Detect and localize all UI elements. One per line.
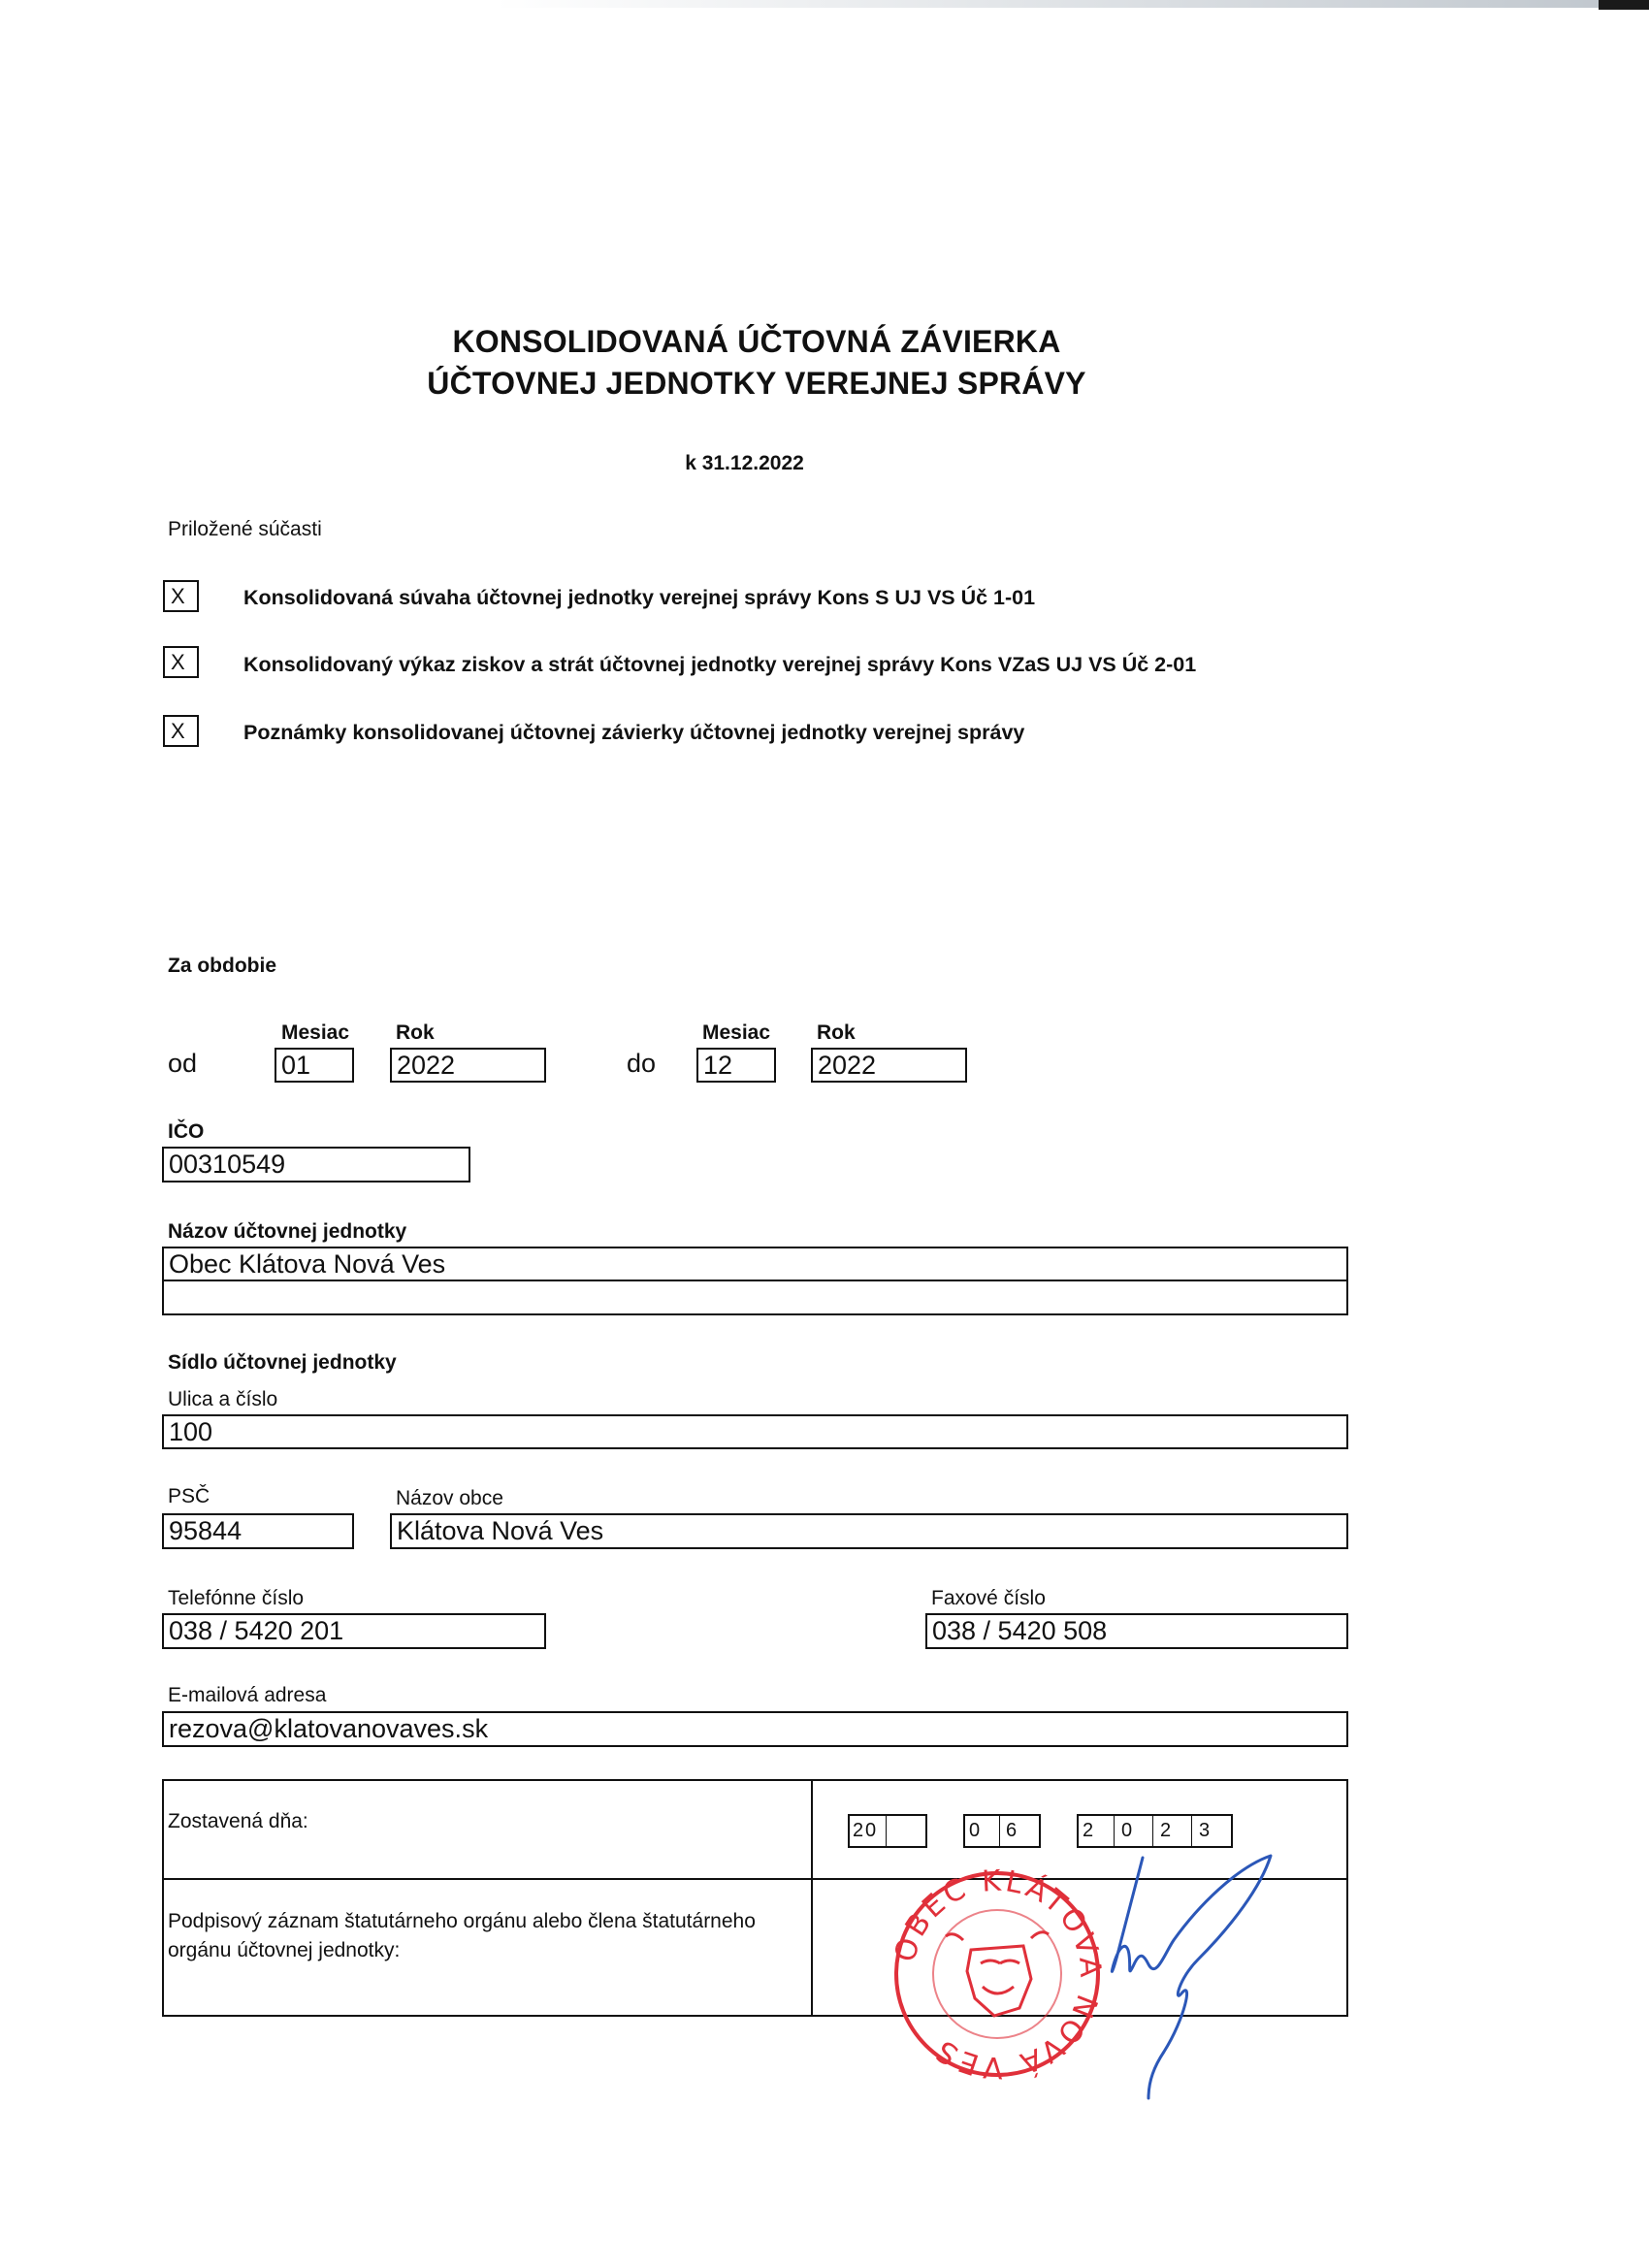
stamp-emblem-icon (946, 1932, 1049, 2016)
phone-field[interactable]: 038 / 5420 201 (162, 1613, 546, 1649)
compiled-day-digit-2: 0 (865, 1820, 877, 1841)
from-year-label: Rok (396, 1021, 435, 1044)
cell-separator (999, 1816, 1000, 1846)
scan-edge-top (0, 0, 1649, 8)
attachment-label-1: Konsolidovaná súvaha účtovnej jednotky verejnej správy Kons S UJ VS Úč 1-01 (243, 586, 1036, 609)
to-month-field[interactable]: 12 (696, 1048, 776, 1083)
compiled-year-digit-1: 2 (1083, 1820, 1094, 1841)
from-label: od (168, 1049, 198, 1078)
to-month-label: Mesiac (702, 1021, 771, 1044)
street-label: Ulica a číslo (168, 1388, 278, 1410)
period-heading: Za obdobie (168, 955, 276, 977)
municipal-stamp (886, 1863, 1109, 2086)
compiled-month-digit-1: 0 (969, 1820, 981, 1841)
fax-label: Faxové číslo (931, 1587, 1046, 1609)
compiled-date-label: Zostavená dňa: (168, 1810, 308, 1832)
from-month-label: Mesiac (281, 1021, 350, 1044)
compiled-day-digit-1: 2 (853, 1820, 864, 1841)
document-date: k 31.12.2022 (685, 452, 804, 474)
cell-separator (1191, 1816, 1192, 1846)
stamp-text: OBEC KLÁTOVA NOVÁ VES (888, 1863, 1108, 2085)
city-field[interactable]: Klátova Nová Ves (390, 1513, 1348, 1549)
street-field[interactable]: 100 (162, 1414, 1348, 1449)
psc-field[interactable]: 95844 (162, 1513, 354, 1549)
seat-heading: Sídlo účtovnej jednotky (168, 1351, 397, 1374)
ico-field[interactable]: 00310549 (162, 1147, 470, 1183)
cell-separator (1114, 1816, 1115, 1846)
compiled-month-digit-2: 6 (1006, 1820, 1018, 1841)
attachment-checkbox-3[interactable]: X (163, 715, 199, 747)
compiled-year-digit-2: 0 (1121, 1820, 1133, 1841)
to-year-field[interactable]: 2022 (811, 1048, 967, 1083)
email-label: E-mailová adresa (168, 1684, 327, 1706)
signature-table-divider-vertical (811, 1779, 813, 2017)
stamp-inner-ring (933, 1910, 1061, 2038)
attachment-checkbox-1[interactable]: X (163, 580, 199, 612)
from-month-field[interactable]: 01 (275, 1048, 354, 1083)
document-title-line-2: ÚČTOVNEJ JEDNOTKY VEREJNEJ SPRÁVY (427, 366, 1086, 401)
handwritten-signature (1106, 1848, 1300, 2105)
entity-name-label: Názov účtovnej jednotky (168, 1220, 407, 1243)
email-field[interactable]: rezova@klatovanovaves.sk (162, 1711, 1348, 1747)
attachment-label-3: Poznámky konsolidovanej účtovnej závierky účtovnej jednotky verejnej správy (243, 721, 1025, 744)
entity-name-field-line-1[interactable]: Obec Klátova Nová Ves (162, 1247, 1348, 1281)
to-year-label: Rok (817, 1021, 856, 1044)
to-label: do (627, 1049, 657, 1078)
compiled-day-field[interactable] (848, 1814, 927, 1848)
fax-field[interactable]: 038 / 5420 508 (925, 1613, 1348, 1649)
entity-name-field-line-2[interactable] (162, 1280, 1348, 1315)
compiled-year-digit-3: 2 (1160, 1820, 1172, 1841)
ico-label: IČO (168, 1120, 205, 1143)
attachments-heading: Priložené súčasti (168, 518, 322, 540)
from-year-field[interactable]: 2022 (390, 1048, 546, 1083)
city-label: Názov obce (396, 1487, 503, 1509)
document-title-line-1: KONSOLIDOVANÁ ÚČTOVNÁ ZÁVIERKA (452, 324, 1061, 359)
cell-separator (1152, 1816, 1153, 1846)
phone-label: Telefónne číslo (168, 1587, 305, 1609)
compiled-year-field[interactable] (1077, 1814, 1233, 1848)
signature-record-label: Podpisový záznam štatutárneho orgánu alebo člena štatutárneho orgánu účtovnej jednotky: (168, 1910, 756, 1961)
compiled-month-field[interactable] (963, 1814, 1041, 1848)
scan-edge-corner (1599, 0, 1649, 10)
cell-separator (886, 1816, 887, 1846)
psc-label: PSČ (168, 1485, 210, 1507)
attachment-checkbox-2[interactable]: X (163, 646, 199, 678)
compiled-year-digit-4: 3 (1199, 1820, 1211, 1841)
attachment-label-2: Konsolidovaný výkaz ziskov a strát účtovnej jednotky verejnej správy Kons VZaS UJ VS Úč 2-01 (243, 653, 1197, 676)
